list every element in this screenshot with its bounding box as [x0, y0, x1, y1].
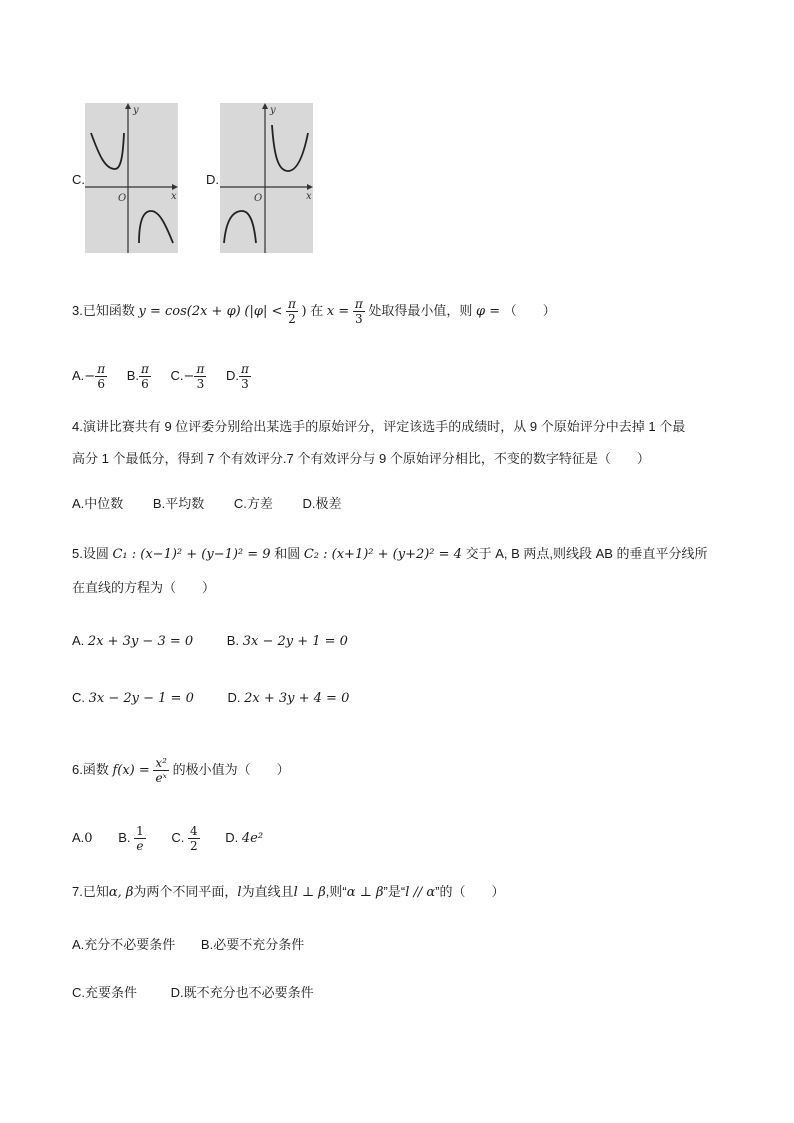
q6-option-a[interactable]: A.0	[72, 829, 93, 846]
q4-option-c[interactable]: C.方差	[233, 496, 273, 511]
curve-right-lower	[139, 211, 173, 243]
x-axis-arrow	[307, 184, 313, 190]
q7-statement-p: α ⊥ β	[346, 885, 384, 900]
q6-suffix: 的极小值为（ ）	[172, 761, 290, 777]
q4-options	[72, 494, 358, 514]
q3-option-d[interactable]: D. $\frac{\pi}{3}$	[225, 362, 249, 391]
y-axis-arrow	[125, 103, 131, 109]
q6-fraction: $\frac{\text{x²}}{\text{eˣ}}$	[155, 756, 167, 785]
figure-d-graph	[220, 103, 313, 253]
q3-prefix: 3.已知函数	[72, 302, 135, 318]
q6-prefix: 6.函数	[72, 761, 109, 777]
x-axis-label: x	[306, 191, 312, 202]
figure-c-svg	[85, 103, 178, 253]
q4-line-2: 高分 1 个最低分，得到 7 个有效评分.7 个有效评分与 9 个原始评分相比，不变的数字特征是（ ）	[72, 451, 650, 466]
q6-options	[72, 824, 279, 853]
curve-left-lower	[224, 211, 256, 243]
q3-mid: 在	[310, 302, 324, 318]
q7-text-2: 为直线且	[241, 884, 294, 899]
q3-option-b[interactable]: B. $\frac{\pi}{6}$	[126, 362, 149, 391]
q3-paren: （ ）	[503, 302, 556, 318]
q5-line-1	[72, 544, 708, 565]
q5-option-a[interactable]: A. 2x + 3y − 3 = 0	[72, 633, 194, 649]
q6-option-d[interactable]: D. 4e²	[225, 829, 264, 846]
q5-option-b[interactable]: B. 3x − 2y + 1 = 0	[226, 633, 348, 649]
q6-function-lhs: f(x) =	[112, 762, 150, 778]
q7-option-a[interactable]: A.充分不必要条件	[72, 937, 176, 952]
q3-option-c[interactable]: C.− $\frac{\pi}{3}$	[170, 362, 205, 391]
q6-option-c[interactable]: C. $\frac{4}{2}$	[171, 824, 198, 853]
q7-option-c[interactable]: C.充要条件	[72, 985, 138, 1000]
y-axis-label: y	[133, 105, 139, 116]
question-7	[72, 882, 505, 903]
q5-line-2: 在直线的方程为（ ）	[72, 580, 216, 595]
q5-options-row-1	[72, 631, 364, 652]
x-axis-label: x	[171, 191, 177, 202]
curve-left-upper	[91, 133, 124, 169]
q7-option-d[interactable]: D.既不充分也不必要条件	[170, 985, 314, 1000]
q3-function: y = cos(2x + φ)	[138, 303, 241, 319]
q7-text-4: ”是“	[383, 884, 406, 899]
q7-options-row-1	[72, 935, 320, 955]
q4-option-a[interactable]: A.中位数	[72, 496, 124, 511]
q3-at-fraction: $\frac{\pi}{3}$	[354, 297, 363, 326]
origin-label: O	[254, 193, 263, 204]
q5-rest: 交于 A, B 两点,则线段 AB 的垂直平分线所	[465, 546, 708, 561]
q5-prefix: 5.设圆	[72, 546, 109, 561]
q7-options-row-2	[72, 983, 330, 1003]
q3-option-a[interactable]: A.− $\frac{\pi}{6}$	[72, 362, 106, 391]
q3-condition-open: (|φ| <	[244, 303, 283, 319]
q7-text-5: ”的（ ）	[435, 884, 505, 899]
q6-option-b[interactable]: B. $\frac{1}{e}$	[118, 824, 144, 853]
q5-circle-1: C₁ : (x−1)² + (y−1)² = 9	[112, 547, 271, 562]
figure-c-label: C.	[72, 172, 85, 187]
q5-options-row-2	[72, 688, 365, 709]
q7-condition: l ⊥ β	[293, 885, 326, 900]
y-axis-label: y	[270, 105, 276, 116]
q3-condition-close: )	[301, 303, 307, 319]
curve-right-upper	[272, 125, 308, 171]
figure-d-svg	[220, 103, 313, 253]
q7-statement-q: l // α	[405, 885, 436, 900]
figure-d-label: D.	[206, 172, 219, 187]
q7-planes: α, β	[108, 885, 134, 900]
q5-and: 和圆	[274, 546, 301, 561]
q3-condition-fraction: $\frac{\pi}{2}$	[287, 297, 296, 326]
q5-option-d[interactable]: D. 2x + 3y + 4 = 0	[227, 690, 350, 706]
question-6	[72, 756, 290, 785]
x-axis-arrow	[172, 184, 178, 190]
origin-label: O	[118, 193, 127, 204]
q7-prefix: 7.已知	[72, 884, 109, 899]
q4-option-b[interactable]: B.平均数	[152, 496, 205, 511]
q4-line-1: 4.演讲比赛共有 9 位评委分别给出某选手的原始评分，评定该选手的成绩时，从 9 个原始评分中去掉 1 个最	[72, 419, 686, 434]
figure-c-graph	[85, 103, 178, 253]
q3-at-lhs: x =	[326, 303, 350, 319]
q7-option-b[interactable]: B.必要不充分条件	[200, 937, 305, 952]
q7-text-1: 为两个不同平面，	[133, 884, 238, 899]
q3-suffix: 处取得最小值，则	[368, 302, 473, 318]
q7-text-3: ,则“	[325, 884, 347, 899]
q3-options	[72, 362, 267, 391]
q5-circle-2: C₂ : (x+1)² + (y+2)² = 4	[303, 547, 462, 562]
y-axis-arrow	[262, 103, 268, 109]
question-3	[72, 297, 556, 326]
q5-option-c[interactable]: C. 3x − 2y − 1 = 0	[72, 690, 194, 706]
q3-ask: φ =	[475, 303, 501, 319]
q7-line-symbol: l	[237, 885, 242, 900]
q4-option-d[interactable]: D.极差	[302, 496, 342, 511]
